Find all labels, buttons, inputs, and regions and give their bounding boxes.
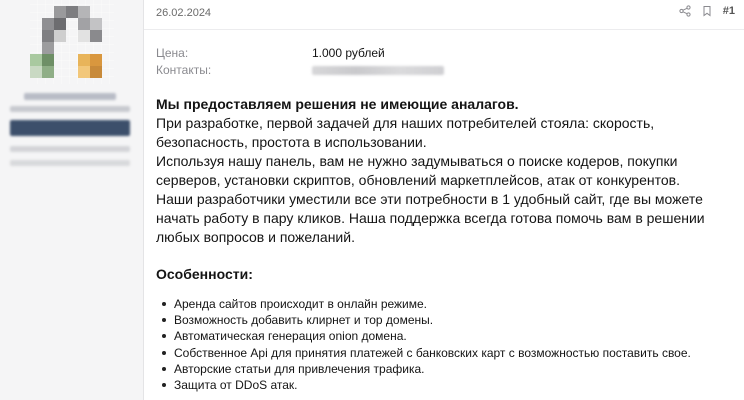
bookmark-icon[interactable] [701, 5, 713, 17]
list-item: Защита от DDoS атак. [156, 377, 691, 393]
post-content [144, 0, 744, 400]
contacts-redacted [312, 66, 444, 75]
contacts-label: Контакты: [156, 63, 212, 77]
list-item: Аренда сайтов происходит в онлайн режиме. [156, 296, 691, 312]
features-title: Особенности: [156, 266, 253, 282]
lead-paragraph: Мы предоставляем решения не имеющие аналагов. [156, 96, 519, 112]
list-item: Собственное Api для принятия платежей с банковских карт с возможностью поставить свое. [156, 345, 691, 361]
post-body [156, 95, 736, 247]
user-sidebar [0, 0, 144, 400]
username-redacted[interactable] [24, 93, 116, 100]
avatar[interactable] [30, 0, 114, 84]
user-title-redacted [10, 106, 130, 112]
header-divider [144, 29, 744, 30]
post-actions [679, 5, 735, 17]
price-value: 1.000 рублей [312, 46, 385, 60]
list-item: Автоматическая генерация onion домена. [156, 328, 691, 344]
user-stats-redacted [10, 160, 130, 166]
price-label: Цена: [156, 46, 189, 60]
body-paragraph: При разработке, первой задачей для наших потребителей стояла: скорость, безопасность, простота в использовании. [156, 115, 655, 150]
contacts-value[interactable] [312, 63, 452, 77]
share-icon[interactable] [679, 5, 691, 17]
list-item: Авторские статьи для привлечения трафика. [156, 361, 691, 377]
list-item: Возможность добавить клирнет и тор домены. [156, 312, 691, 328]
post-number[interactable]: #1 [722, 5, 735, 17]
features-list [156, 296, 691, 393]
user-stats-redacted [10, 146, 130, 152]
post-date[interactable]: 26.02.2024 [156, 7, 212, 19]
body-paragraph: Используя нашу панель, вам не нужно задумываться о поиске кодеров, покупки серверов, установки скриптов, обновлений маркетплейсов, атак от конкурентов. [156, 153, 680, 188]
user-banner-redacted [10, 120, 130, 136]
body-paragraph: Наши разработчики уместили все эти потребности в 1 удобный сайт, где вы можете начать работу в пару кликов. Наша поддержка всегда готова помочь вам в решении любых вопросов и пожеланий. [156, 191, 705, 245]
